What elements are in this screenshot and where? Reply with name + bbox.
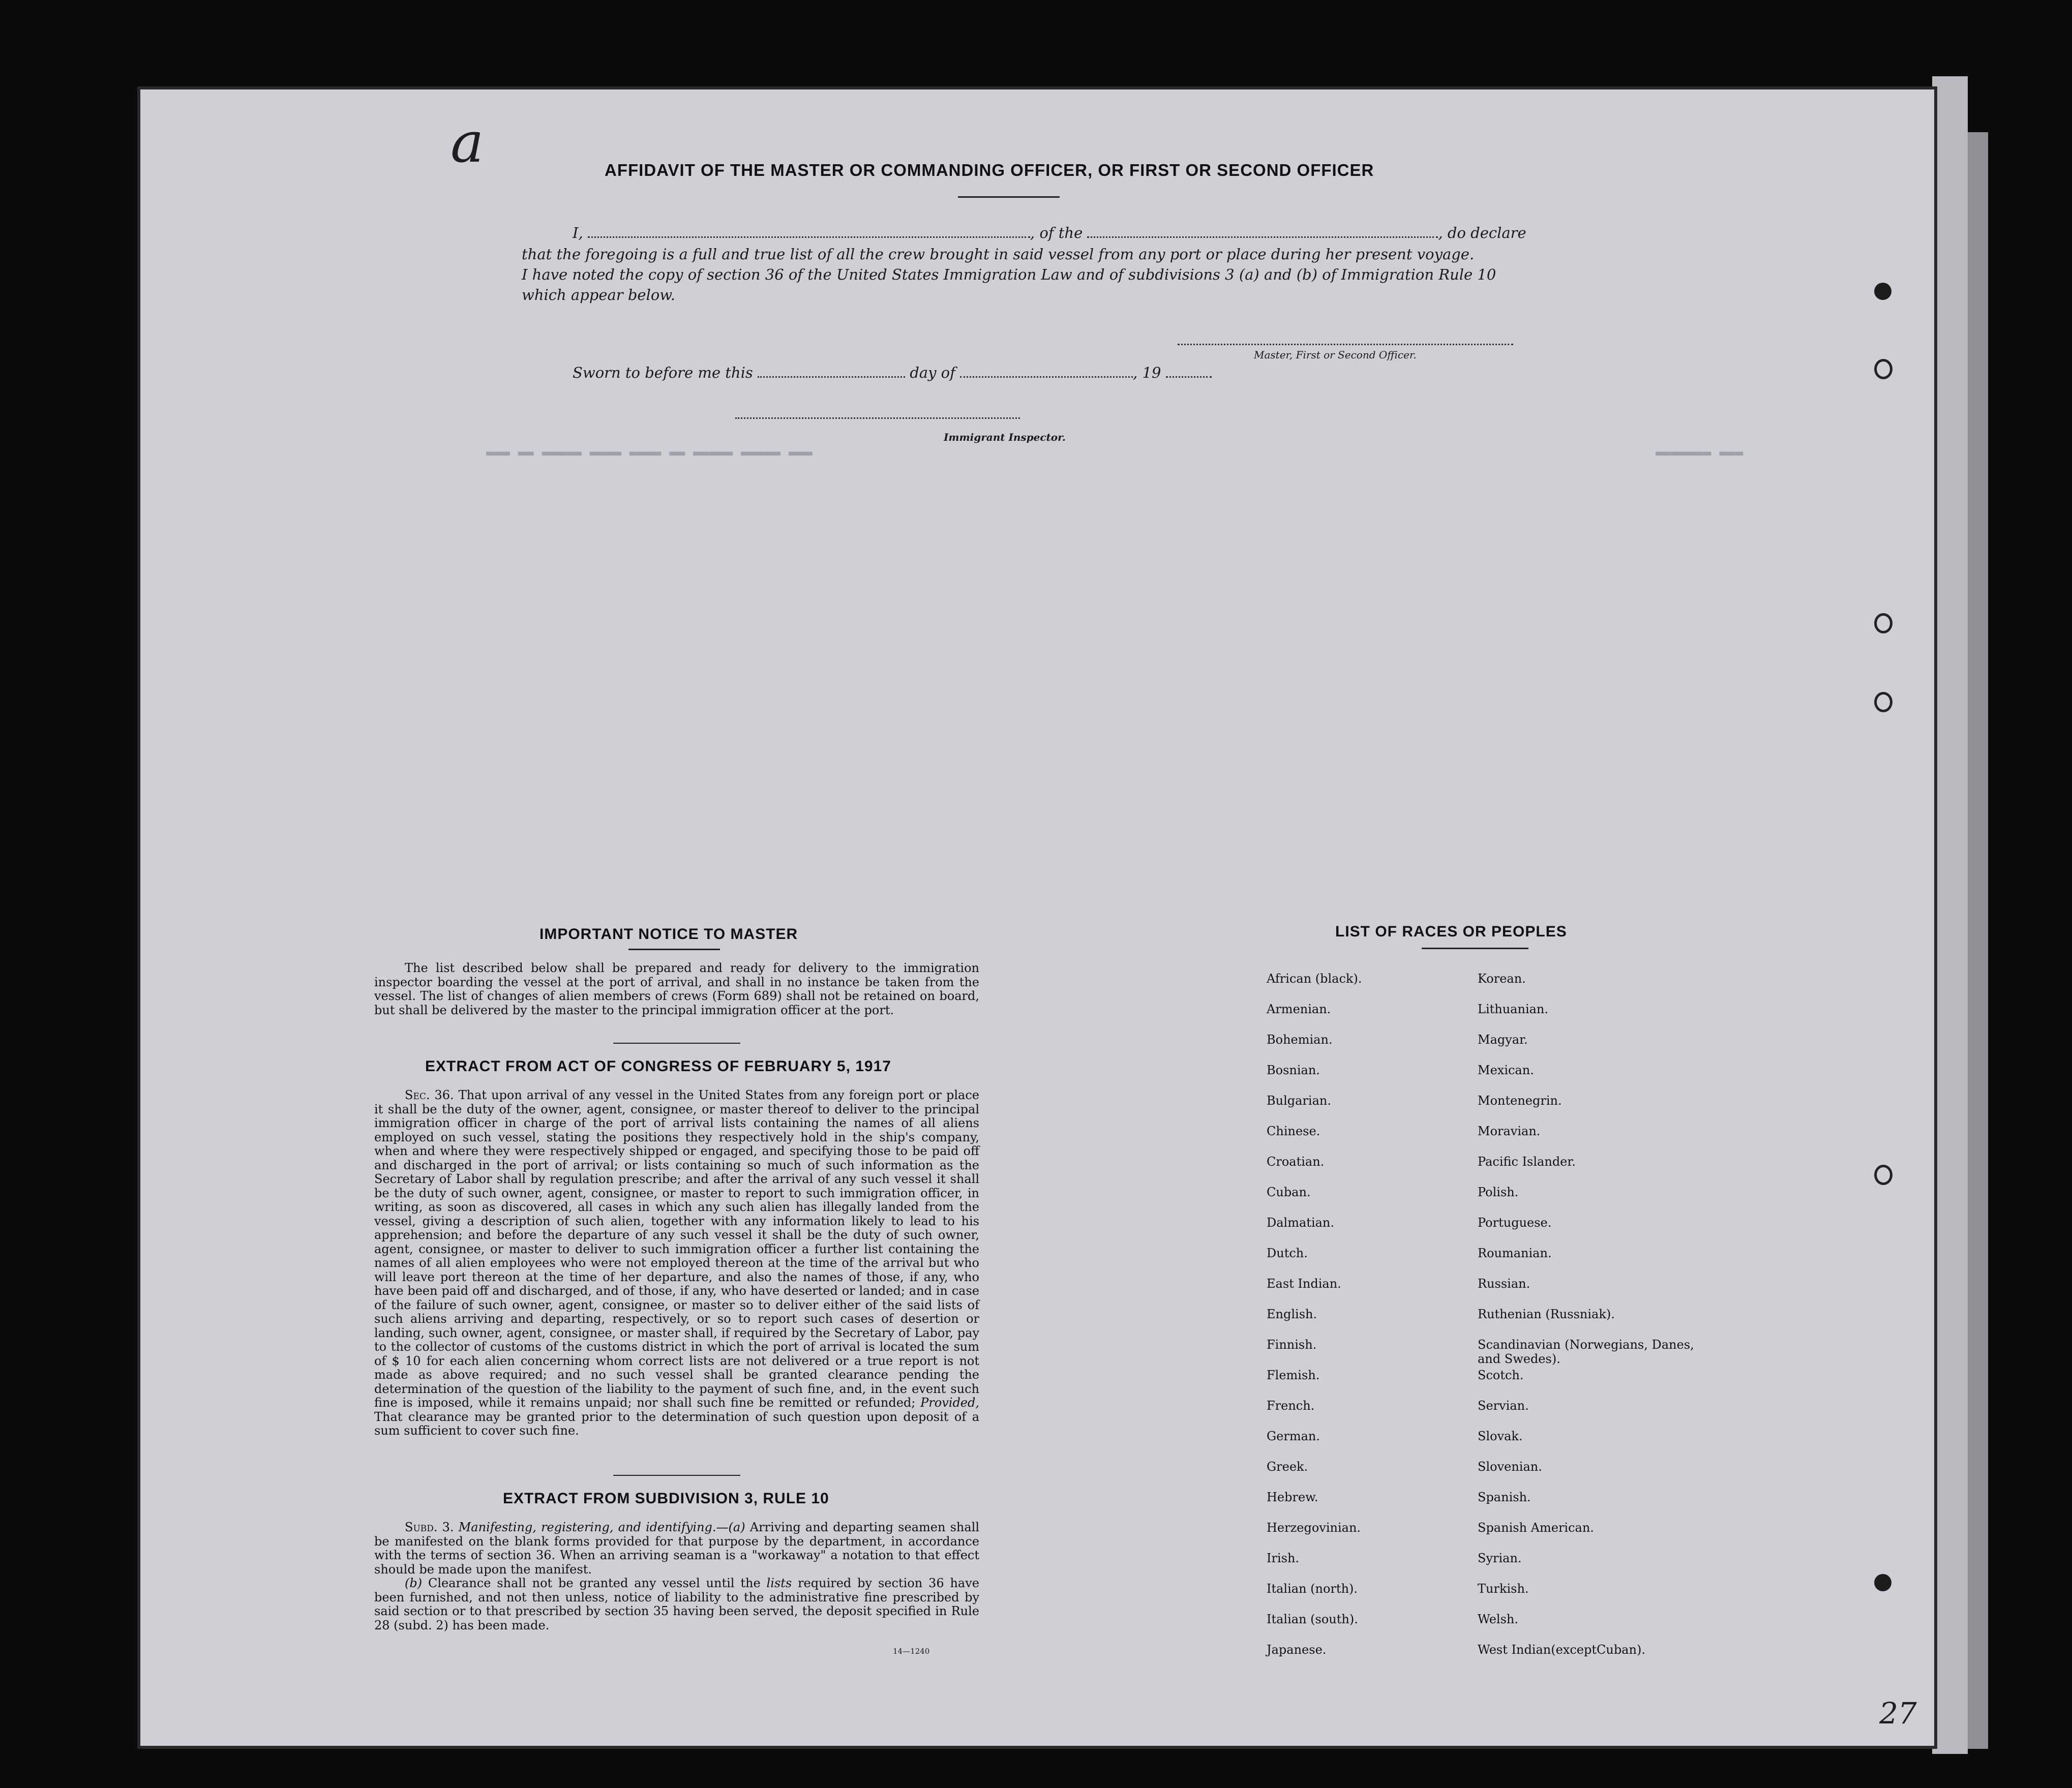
race-item: Roumanian.	[1478, 1246, 1552, 1260]
sworn-day-blank[interactable]	[758, 376, 905, 378]
act-body	[374, 1088, 979, 1438]
race-item: Montenegrin.	[1478, 1094, 1562, 1108]
rule10-a-body: Arriving and departing seamen shall be manifested on the blank forms provided for that purpose by the department, in accordance with the terms of section 36. When an arriving seaman is a "workaway" a notation to that effect should be made upon the manifest.	[374, 1520, 979, 1577]
race-item: Finnish.	[1267, 1338, 1317, 1352]
binder-hole	[1874, 283, 1891, 300]
races-left-column	[1267, 972, 1470, 1673]
handwritten-mark: a	[451, 110, 484, 175]
binder-hole	[1874, 613, 1893, 633]
binder-hole	[1874, 692, 1893, 712]
bleed-through-ghost: ▬▬▬ ▬▬▬▬▬ ▬▬▬▬▬ ▬▬ ▬▬▬▬ ▬▬▬▬ ▬▬▬▬▬ ▬▬ ▬▬▬	[486, 445, 813, 461]
signature-line[interactable]	[1178, 344, 1513, 345]
race-item: Italian (south).	[1267, 1612, 1358, 1626]
rule10-a-label: —(a)	[716, 1520, 745, 1534]
signature-caption: Master, First or Second Officer.	[1254, 349, 1417, 361]
race-item: Cuban.	[1267, 1185, 1311, 1199]
act-body-text: That upon arrival of any vessel in the United States from any foreign port or place it shall be the duty of the owner, agent, consignee, or master thereof to deliver to the principal immigration officer in charge of the port of arrival lists containing the names of all aliens employed on such vessel, stating the positions they respectively hold in the ship's company, when and where they were respectively shipped or engaged, and specifying those to be paid off and discharged in the port of arrival; or lists containing so much of such information as the Secretary of Labor shall by regulation prescribe; and after the arrival of any such vessel it shall be the duty of such owner, agent, consignee, or master to report to such immigration officer, in writing, as soon as discovered, all cases in which any such alien has illegally landed from the vessel, giving a description of such alien, together with any information likely to lead to his apprehension; and before the departure of any such vessel it shall be the duty of such owner, agent, consignee, or master to deliver to such immigration officer a further list containing the names of all alien employees who were not employed thereon at the time of the arrival but who will leave port thereon at the time of her departure, and also the names of those, if any, who have been paid off and discharged, and of those, if any, who have deserted or landed; and in case of the failure of such owner, agent, consignee, or master so to deliver either of the said lists of such aliens arriving and departing, respectively, or so to report such cases of desertion or landing, such owner, agent, consignee, or master shall, if required by the Secretary of Labor, pay to the collector of customs of the customs district in which the port of arrival is located the sum of $ 10 for each alien concerning whom correct lists are not delivered or a true report is not made as above required; and no such vessel shall be granted clearance pending the determination of the question of the liability to the payment of such fine, and, in the event such fine is imposed, while it remains unpaid; nor shall such fine be remitted or refunded;	[374, 1088, 979, 1410]
races-rule	[1422, 948, 1528, 949]
rule10-b-label: (b)	[405, 1576, 423, 1590]
race-item: Polish.	[1478, 1185, 1519, 1199]
races-right-column	[1478, 972, 1711, 1673]
document-sheet	[137, 86, 1937, 1749]
race-item: East Indian.	[1267, 1277, 1341, 1291]
race-item: French.	[1267, 1399, 1315, 1413]
sworn-year-label: , 19	[1133, 364, 1161, 381]
race-item: Chinese.	[1267, 1124, 1320, 1138]
race-item: Slovak.	[1478, 1429, 1523, 1443]
race-item: Mexican.	[1478, 1063, 1534, 1077]
race-item: West Indian(exceptCuban).	[1478, 1643, 1645, 1657]
race-item: Irish.	[1267, 1551, 1300, 1565]
underlying-page-edge	[1932, 76, 1968, 1754]
section-rule-2	[613, 1475, 740, 1476]
affidavit-line-3: I have noted the copy of section 36 of the United States Immigration Law and of subdivisions 3 (a) and (b) of Immigration Rule 10	[522, 266, 1496, 283]
race-item: Russian.	[1478, 1277, 1530, 1291]
race-item: English.	[1267, 1307, 1317, 1321]
races-title: LIST OF RACES OR PEOPLES	[1335, 923, 1567, 940]
race-item: Bosnian.	[1267, 1063, 1320, 1077]
race-item: Italian (north).	[1267, 1582, 1358, 1596]
race-item: Magyar.	[1478, 1033, 1528, 1047]
sworn-day-label: day of	[910, 364, 955, 381]
race-item: Scotch.	[1478, 1368, 1524, 1382]
race-item: Bohemian.	[1267, 1033, 1333, 1047]
rule10-subd-heading: Manifesting, registering, and identifying.	[458, 1520, 716, 1534]
affidavit-declare: , do declare	[1438, 224, 1526, 241]
race-item: Flemish.	[1267, 1368, 1320, 1382]
rule10-subd-label: Subd. 3.	[405, 1520, 454, 1534]
binder-hole	[1874, 359, 1893, 379]
race-item: Scandinavian (Norwegians, Danes, and Swedes).	[1478, 1338, 1694, 1366]
sworn-year-blank[interactable]	[1166, 376, 1212, 378]
rule10-b-body-2: required by section 36 have been furnished, and not then unless, notice of liability to the administrative fine prescribed by said section or to that prescribed by section 35 having been served, the deposit specified in Rule 28 (subd. 2) has been made.	[374, 1576, 979, 1632]
race-item: Slovenian.	[1478, 1460, 1542, 1474]
rule10-b-lists: lists	[766, 1576, 792, 1590]
race-item: Syrian.	[1478, 1551, 1522, 1565]
form-number: 14—1240	[893, 1647, 930, 1656]
race-item: Portuguese.	[1478, 1216, 1552, 1230]
race-item: Croatian.	[1267, 1155, 1325, 1169]
name-blank[interactable]	[588, 236, 1030, 238]
binder-hole	[1874, 1165, 1893, 1185]
race-item: Greek.	[1267, 1460, 1308, 1474]
race-item: Servian.	[1478, 1399, 1529, 1413]
race-item: Dalmatian.	[1267, 1216, 1335, 1230]
race-item: Moravian.	[1478, 1124, 1541, 1138]
race-item: Spanish American.	[1478, 1521, 1594, 1535]
affidavit-line-1	[522, 224, 1691, 241]
race-item: Welsh.	[1478, 1612, 1518, 1626]
race-item: Spanish.	[1478, 1490, 1531, 1504]
binder-hole	[1874, 1574, 1891, 1591]
affidavit-i: I,	[573, 224, 583, 241]
sworn-text: Sworn to before me this	[573, 364, 753, 381]
sworn-month-blank[interactable]	[960, 376, 1133, 378]
act-body-end: That clearance may be granted prior to the determination of such question upon deposit of a sum sufficient to cover such fine.	[374, 1409, 979, 1438]
rule10-body	[374, 1521, 979, 1632]
inspector-caption: Immigrant Inspector.	[944, 431, 1066, 443]
race-item: Dutch.	[1267, 1246, 1308, 1260]
rule10-b-body-1: Clearance shall not be granted any vessel until the	[428, 1576, 761, 1590]
section-rule-1	[613, 1043, 740, 1044]
bleed-through-ghost-2: ▬▬▬ ▬▬▬▬▬▬▬	[1656, 445, 1744, 461]
race-item: Korean.	[1478, 972, 1526, 986]
notice-rule	[628, 949, 720, 950]
affidavit-line-2: that the foregoing is a full and true list of all the crew brought in said vessel from any port or place during her present voyage.	[522, 246, 1475, 263]
race-item: Armenian.	[1267, 1002, 1331, 1016]
race-item: Pacific Islander.	[1478, 1155, 1576, 1169]
sworn-line	[573, 364, 1386, 381]
race-item: Hebrew.	[1267, 1490, 1318, 1504]
notice-title: IMPORTANT NOTICE TO MASTER	[539, 926, 798, 943]
race-item: Japanese.	[1267, 1643, 1327, 1657]
rule10-title: EXTRACT FROM SUBDIVISION 3, RULE 10	[503, 1490, 829, 1507]
affidavit-of: , of the	[1030, 224, 1083, 241]
inspector-line[interactable]	[735, 417, 1020, 419]
race-item: Lithuanian.	[1478, 1002, 1549, 1016]
vessel-blank[interactable]	[1087, 236, 1438, 238]
title-rule	[958, 196, 1060, 198]
underlying-page-edge-2	[1968, 132, 1988, 1749]
race-item: Herzegovinian.	[1267, 1521, 1361, 1535]
race-item: African (black).	[1267, 972, 1362, 986]
act-title: EXTRACT FROM ACT OF CONGRESS OF FEBRUARY 5, 1917	[425, 1058, 891, 1075]
page-number: 27	[1879, 1696, 1917, 1731]
affidavit-title: AFFIDAVIT OF THE MASTER OR COMMANDING OFFICER, OR FIRST OR SECOND OFFICER	[605, 161, 1374, 179]
notice-body: The list described below shall be prepared and ready for delivery to the immigration inspector boarding the vessel at the port of arrival, and shall in no instance be taken from the vessel. The list of changes of alien members of crews (Form 689) shall not be retained on board, but shall be delivered by the master to the principal immigration officer at the port.	[374, 961, 979, 1017]
race-item: German.	[1267, 1429, 1320, 1443]
act-sec-label: Sec. 36.	[405, 1088, 454, 1102]
affidavit-line-4: which appear below.	[522, 286, 675, 304]
race-item: Turkish.	[1478, 1582, 1529, 1596]
race-item: Bulgarian.	[1267, 1094, 1331, 1108]
act-provided: Provided,	[920, 1396, 980, 1410]
race-item: Ruthenian (Russniak).	[1478, 1307, 1615, 1321]
